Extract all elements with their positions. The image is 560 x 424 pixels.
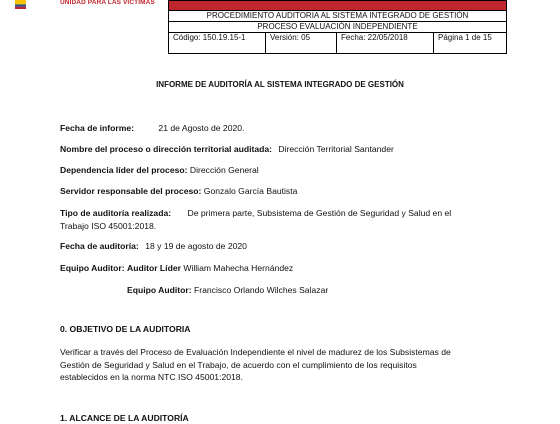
report-title: INFORME DE AUDITORÍA AL SISTEMA INTEGRADO DE GESTIÓN	[156, 80, 404, 89]
header-version: Versión: 05	[266, 33, 337, 54]
colombia-emblem-icon	[15, 0, 26, 9]
field-value: De primera parte, Subsistema de Gestión de Seguridad y Salud en el	[187, 208, 452, 218]
field-value: Francisco Orlando Wilches Salazar	[194, 285, 329, 295]
field-label: Fecha de informe:	[60, 123, 135, 133]
section-heading-objetivo: 0. OBJETIVO DE LA AUDITORIA	[60, 324, 191, 334]
field-fecha-auditoria	[60, 241, 247, 252]
field-tipo-auditoria-cont: Trabajo ISO 45001:2018.	[60, 221, 157, 231]
header-color-bar	[169, 1, 507, 11]
logo-text: UNIDAD PARA LAS VÍCTIMAS	[60, 0, 155, 6]
paragraph-line: establecidos en la norma NTC ISO 45001:2018.	[60, 372, 243, 382]
paragraph-line: Verificar a través del Proceso de Evaluación Independiente el nivel de madurez de los Subsistemas de	[60, 347, 451, 357]
logo	[0, 0, 170, 10]
field-label: Equipo Auditor:	[60, 263, 125, 273]
field-sublabel: Auditor Líder	[127, 263, 181, 273]
field-value: William Mahecha Hernández	[183, 263, 294, 273]
header-process-name: PROCESO EVALUACIÓN INDEPENDIENTE	[169, 22, 507, 33]
field-value: Dirección General	[189, 165, 259, 175]
emblem-stripe-yellow	[15, 0, 26, 5]
field-label: Dependencia líder del proceso:	[60, 165, 188, 175]
field-label: Equipo Auditor:	[127, 285, 192, 295]
field-label: Nombre del proceso o dirección territorial auditada:	[60, 144, 273, 154]
field-equipo-auditor-2	[127, 285, 328, 296]
field-value: 21 de Agosto de 2020.	[158, 123, 245, 133]
field-servidor	[60, 186, 297, 197]
field-fecha-informe	[60, 123, 244, 134]
field-value: Dirección Territorial Santander	[278, 144, 394, 154]
field-equipo-auditor	[60, 263, 293, 274]
field-value: 18 y 19 de agosto de 2020	[145, 241, 247, 251]
field-value: Gonzalo García Bautista	[203, 186, 298, 196]
document-header-table	[168, 0, 507, 54]
emblem-stripe-blue	[15, 5, 26, 7]
field-dependencia	[60, 165, 259, 176]
section-heading-alcance: 1. ALCANCE DE LA AUDITORÍA	[60, 413, 189, 423]
paragraph-line: Gestión de Seguridad y Salud en el Trabajo, de acuerdo con el cumplimiento de los requisitos	[60, 359, 417, 370]
field-proceso	[60, 144, 394, 155]
emblem-stripe-red	[15, 7, 26, 9]
field-label: Fecha de auditoría:	[60, 241, 139, 251]
header-codigo: Código: 150.19.15-1	[169, 33, 266, 54]
header-fecha: Fecha: 22/05/2018	[337, 33, 434, 54]
header-pagina: Página 1 de 15	[434, 33, 507, 54]
field-label: Servidor responsable del proceso:	[60, 186, 202, 196]
field-tipo-auditoria	[60, 208, 451, 219]
field-label: Tipo de auditoría realizada:	[60, 208, 172, 218]
section-objetivo-text	[60, 346, 500, 384]
header-procedure-title: PROCEDIMIENTO AUDITORIA AL SISTEMA INTEGRADO DE GESTIÓN	[169, 11, 507, 22]
